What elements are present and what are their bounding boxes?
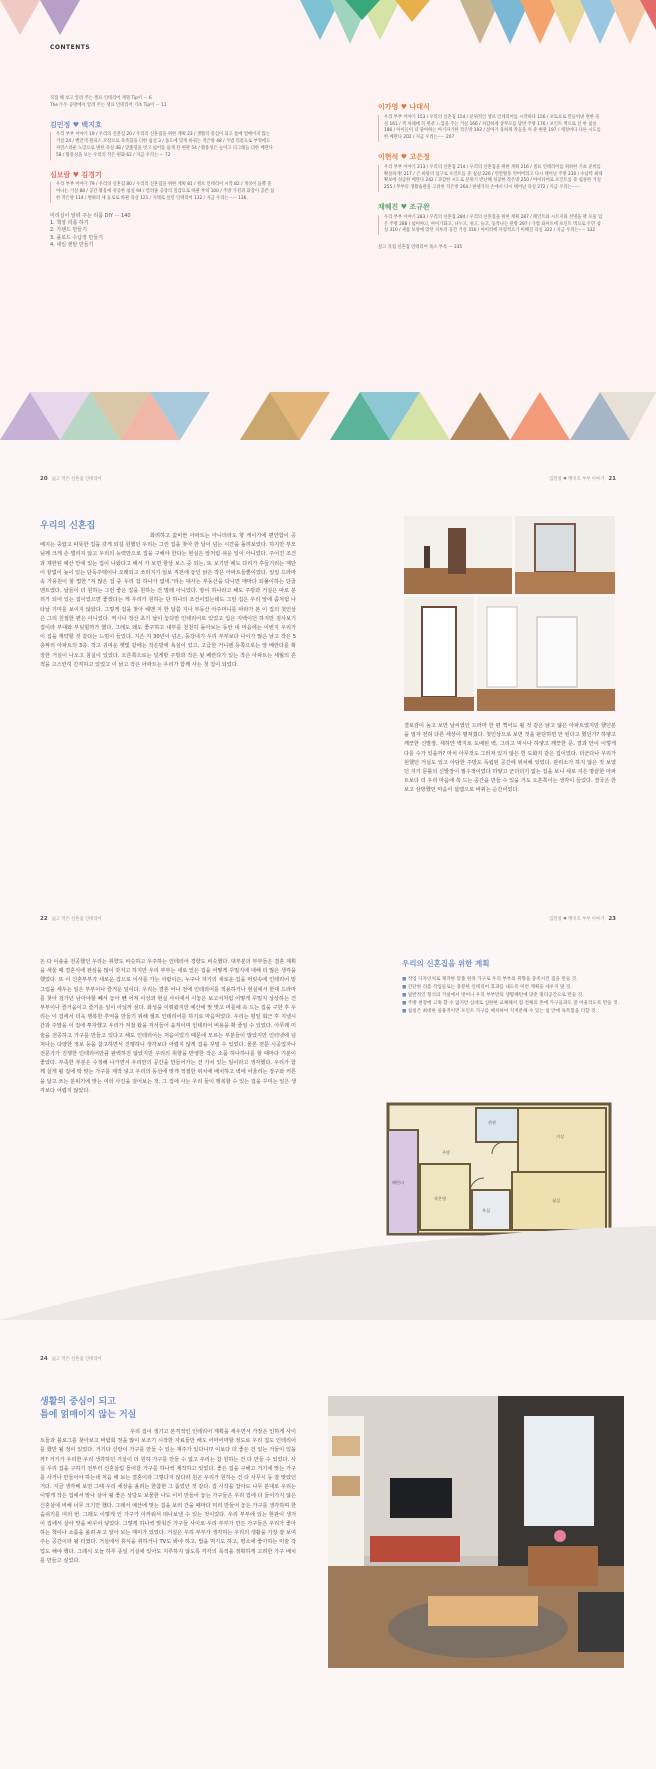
room-label-entrance: 현관 <box>488 1120 497 1125</box>
photo-door <box>404 597 474 711</box>
section-heading-line: 틈에 얽매이지 않는 거실 <box>40 1410 137 1420</box>
folio: 21 <box>608 476 616 482</box>
photo-empty-room <box>515 516 615 594</box>
toc-left-column <box>50 96 275 250</box>
running-head-left <box>40 476 102 482</box>
spread-page-22-23 <box>0 880 656 1320</box>
toc-entries: 우리 부부 이야기 283 / 우리의 신혼집 284 / 우리의 신혼집을 위한 계획 287 / 페인트와 시트지와 선명을 꽉 포물 입은 주방 288 / 넓미야고, 아이가화고, 나누고, 쉬고, 놀고, 동작나는 관방 297 / 가볍 화이트에 포인트 벽으로 두민 침실 310 / 새롭 모양에 맞던 지투의 공간 거실 316 / 아이러에 사형적으가 미혜진 욕실 322 / 지금 우리는····· 332 <box>378 215 603 235</box>
toc-diy-item: 4. 네일 센탄 만들기 <box>50 242 94 249</box>
chapter-title: 김민정 ♥ 백지호 부부 이야기 <box>549 917 605 922</box>
triangle-photo-band-bottom <box>0 392 656 440</box>
room-label-living: 거실 <box>556 1134 565 1139</box>
folio: 24 <box>40 1356 48 1362</box>
section-heading <box>40 1396 136 1422</box>
photo-living-room <box>328 1396 624 1668</box>
toc-right-column <box>378 96 603 252</box>
toc-appendix: 살고 직접 신혼집 인테리어 목소 부록 ··· 335 <box>378 245 463 251</box>
toc-entries: 우리 부부 이야기 79 / 우리의 신혼집 80 / 우리의 신혼집을 위한 계획 81 / 셀프 인테리어 시작 82 / 개성이 듬뿍 묻어나는 거실 88 / 공간 활용에 성공한 침실 94 / 알려줄 공장의 질감으로 바뀐 부엌 100 / 주방 가전과 화장이 공존 침한 작은방 114 / 변하려 새 등로로 바뀐 욕실 121 / 지레로 살린 인테리어 132 / 지금 우리는······ 136 <box>50 182 275 202</box>
folio: 23 <box>608 916 616 922</box>
book-title: 넓고 작은 신혼집 인테리어 <box>51 477 102 482</box>
chapter-title: 김민정 ♥ 백지호 부부 이야기 <box>549 477 605 482</box>
toc-entries: 우리 부부 이야기 19 / 우리의 신혼집 20 / 우리의 신혼집을 위한 계획 23 / 생활의 중심이 되고 틈에 얼메이지 않는 거실 24 / 빨간색 원피스 모장으로 욕족함을 더한 침실 3 / 품도에 맞게 바꿔는 작은방 48 / 가볍 리폼으로 부엌에도 자연스러운 노랑으로 변한 욕실 48 / 맞춤형을 벗고 넓어를 품게 된 현관 54 / 활용성은 늘이고 더그레들 더한 베란다 58 / 활용성을 보는 우리의 작은 변화 62 / 지금 우리는···· 72 <box>50 132 275 159</box>
body-text-right: 결로감이 높고 보면 날씨였던 드라마 한 편 찍어도 될 것 같은 낡고 닳은 아파트였지만 했던분을 열자 전혀 다른 세상이 펼쳐졌다. 첫인상으로 보면 것을 판단하면 안 된다고 했던가? 하얗고 깨끗한 신발장, 새하얀 벽지로 도배된 벽, 그리고 먹시나 하얗고 깨끗한 문, 결과 안이 이렇게 다를 수가 있을까? 마치 아무것도 그러져 있지 않은 흰 도화지 같은 집이었다. 더군다나 우리가 원했던 거실도 있고 아담한 주방도 독립된 공간에 위치해 있었다. 관리소가 하지 않은 것 보였던 지기 문틀의 신발장이 필수적이었다 하얗고 군더더기 없는 집을 보니 새로 지은 땅끝한 아파트보다 더 우리 마음에 쏙 드는 공간을 만들 수 있을 거도 오흔쪽이는 생각이 들었다. 결국은 한 보고 삼방했던 마음이 설렘으로 바뀌는 순간이었다. <box>404 723 616 794</box>
body-text-left: 화려하고 값비싼 아파트는 아니더라도 향 케이가에 편안함이 공배지는 중압고 따뜻한 집을 갖게 되길 원했던 우리는 그린 집을 찾아 한 달이 넘는 시간을 돌려보았다. 하지만 부모님께 크게 손 벌리지 않고 우리의 능력만으로 집을 구해야 한다는 현실은 앞처럼 쉬운 일이 아니었다. 주어진 조건과 제한된 예산 안에 있는 집이 나왔다고 해서 가 보면 항상 보스 중 되는, 또 보기만 해도 다리가 후들거리는 계단이 끝없이 높이 있는 단독주택이나 오래되고 쓰러지기 일보 직전에 놓인 낡은 작은 아파트들뿐이었다. 일일 드라마 속 가풍원이 할 법한 "저 많은 집 중 우리 집 하나가 없네."라는 대사는 부동산을 다니면 매마다 되풀이하는 단골 멘트였다. 날들이 더 원하는 그런 좋은 집을 원하는 건 멀래 아니었다. 땅이 하나라고 해도 주방과 거실은 따로 분리가 되어 있는 집이었으면 좋겠다는 게 우리가 원하는 단 하나의 조건이었는데도 그런 집은 우리 앞에 좀처럼 나타날 기미를 보이지 않았다. 그렇게 집을 찾아 헤맨 지 한 달쯤 지나 부동산 아주머니를 따라가 본 이 집의 첫인상은 그리 친절한 편은 아니었다. 역시나 정산 초기 날이 놓다만 인테리어로 있었고 입은 지백이던 하지만 검사보기 집이라 부대와 부딪힐까가 했다. 그래도 왜도 좋구하고 내부를 천천히 돌아보는 동안 내 마음에는 이번지 우리가 이 집을 계약할 것 같다는 느낌이 들었다. 지은 지 30년이 넘은, 동강내기 우리 부부보다 나이가 많은 낡고 작은 5층짜리 아파트의 3층. 작고 귀여운 햇빛 같에는 작은방에 욕실이 있고, 고급한 거니렌 등쪽으로는 앞 베란다를 확장한 거실이 나오고 침실이 있었다. 오른쪽으로는 널게방 주방과 작은 뒷 베란다가 있는 작은 아파트는 세월의 흔적을 고스란히 간직하고 있었고 이 낡고 작은 아파트는 우리가 함께 사는 첫 집이 되었다. <box>40 533 296 668</box>
toc-author: 김민정 ♥ 백지호 <box>50 120 102 129</box>
plan-title: 우리의 신혼집을 위한 계획 <box>402 959 490 968</box>
plan-item: ■ 간단한 리폼 작업들로는 충분한 인테리어 효과를 내도록 미련 계획을 세우지 말 것. <box>402 984 622 992</box>
body-text: 돈 다 이솔을 전공했던 우리는 취향도 비슷하고 우주하는 인테리어 경향도 비슷했다. 대부분의 부부들은 결혼 계획을 세울 때 결혼식에 관심을 많이 갖지고 하지만 우리 부부는 새로 얻은 집을 어떻게 꾸밀지에 대해 더 많은 생각을 했었다. 또 이 신혼부부가 새로운 집으로 이사를 가는 사람이든, 누구나 자기의 새로운 집을 머릿속에 인테리어 밑그림을 세우는 일은 부부이나 즐거운 일이다. 우리는 결혼 어나 전에 인테리어를 적용하거나 현실에서 한대 드라마를 찾아 검가년 남아야할 빼서 놓아 뺀 어져 이상과 현실 사이에서 시놓은 보고서처럼 어떻게 꾸밀지 상상하는 건 부부이나 즐거움이고 즐거운 일이 아닐까 싶다. 화성을 이뤄왔지만 예산에 맞 맞고 머를에 속 드는 집을 구한 후 우리는 이 집에서 더욱 행복한 추억을 만들기 위해 셀프 인테리어를 하기로 마음먹었다. 우리는 평일 회근 후 지낼시간과 주말을 이 집에 투자했고 우리가 직접 왔을 걱서들어 움직이며 인테리어 비용을 확 줄일 수 있었다. 아무래 미술을 전공하고 가구를 만들고 있다고 해도 인테리어는 처음이었기 때문에 모르는 부분들이 많았지만 인터넷에 넘쳐나는 다양한 정보 등을 참고하면서 진행하니 생각보다 어렵지 않게 집을 꾸밀 수 있었다. 물론 전문 시공업자나 전문가가 진행한 인테리어만큼 완벽하진 않았지만 우리의 취향을 반영한 작은 소품 하나하나를 할 때마다 기분이 좋았다. 부족한 부분은 수정해 나가면서 우리만의 공간을 만들어가는 건 가치 있는 일이라고 생각했다. 우리가 함께 살게 될 집에 딱 맞는 가구를 제작 넣고 우리의 동선에 맞게 적절한 위치에 배치하고 벽에 어울리는 장구와 커튼을 달고 쓰는 분위기에 맞는 여러 사진을 걸어보는 것. 그 집에 사는 우리 둘이 행복할 수 있는 집을 꾸미는 일은 생각보다 어렵지 않았다. <box>40 959 296 1094</box>
toc-diy-title: 미리실이 알려 주는 리폼 DIY ··· 140 <box>50 212 131 219</box>
book-title: 넓고 작은 신혼집 인테리어 <box>51 1357 102 1362</box>
toc-author: 채혜진 ♥ 조규완 <box>378 202 430 211</box>
running-head-left <box>40 1356 102 1362</box>
section-heading-line: 생활의 중심이 되고 <box>40 1397 116 1407</box>
triangle-photo-band-top <box>0 0 656 48</box>
spread-page-20-21 <box>0 440 656 880</box>
contents-title: CONTENTS <box>50 44 91 51</box>
background-curve <box>0 1196 656 1320</box>
running-head-right <box>549 916 616 922</box>
section-heading: 우리의 신혼집 <box>40 521 96 531</box>
running-head-left <box>40 916 102 922</box>
running-head-right <box>549 476 616 482</box>
room-label-kitchen: 주방 <box>442 1150 451 1155</box>
toc-diy-list <box>50 220 275 250</box>
toc-intro-line: The 두두 공방에서 알려 주는 셀프 인테리어 기초 Tip이 ··· 11 <box>50 102 167 108</box>
plan-list <box>402 976 622 1016</box>
plan-item: ■ 일반적인 형식의 거실에서 벗어나 우리 부부만의 생활패턴에 맞춘 멀티공간으로 만들 것. <box>402 992 622 1000</box>
toc-entries: 우리 부부 이야기 153 / 우리의 신혼집 154 / 분위적인 셀프 인테리어를 시작하다 156 / 포토프로 만들어낸 변한 욕실 161 / 색 차례에 꼭 한분 느낌을 주는 거실 166 / 자감하게 상무모를 답면 주방 176 / 포인트 벽으로 신 한 침실 186 / 아이들이 더 좋아하는 아기자기한 작은방 192 / 살아가 용하게 작들을 꺼 준 현관 197 / 계절마다 다른 시도를 한 베란다 202 / 지금 우리는····· 207 <box>378 115 603 142</box>
room-label-bedroom: 침실 <box>552 1198 561 1203</box>
folio: 22 <box>40 916 48 922</box>
plan-item: ■ 침실은 최대한 실용적이면 포인트 가구를 배치하여 지저분해 수 있는 침 안에 독특함을 더할 것. <box>402 1008 622 1016</box>
contents-page <box>0 0 656 440</box>
toc-entries: 우리 부부 이야기 213 / 우리의 신혼집 214 / 우리의 신혼집을 위한 계획 216 / 셀프 인테리어를 위하한 기초 준비를 확실하게! 217 / 큰 바탕의 임구로 포인트를 준 침실 220 / 빈칸활용 엇어버리고 다시 태어난 주방 230 / 수납력 최대 확보에 성공한 베란다 242 / 과감한 시도로 분위기 반난해 성공한 작은방 250 / 아이디어로 포인트를 준 침플한 거실 255 / 무부의 생활습관을 고려한 작은방 264 / 판넬가의 손에서 다시 태어난 욕실 272 / 지금 우리는······ <box>378 165 603 192</box>
toc-author: 심보람 ♥ 김경기 <box>50 170 102 179</box>
room-label-small-room: 작은방 <box>434 1196 447 1201</box>
folio: 20 <box>40 476 48 482</box>
book-title: 넓고 작은 신혼집 인테리어 <box>51 917 102 922</box>
body-text: 우리 집이 생기고 본격적인 인테리어 계획을 세우면서 가장은 인하게 사이트들과 블로그를 찾아보고 바람회 정을 많이 보조기 시작한 자료들만 해도 어마어마할 정도로 우리 집도 인테리어를 했만 될 정이 있었다. 거기다 신랑이 가구를 만들 수 있는 재주가 있다니!? 이보다 더 좋은 건 있는 거들이 있을까? 거기가 우리한 우리 생각하던 거실이 더 원하 가구를 만들 수 없고 우리는 참 원하는 건 다 만들 수 있었다. 사실 우리 집을 구하기 전부터 신혼살림 들어갈 가구를 하나씩 제작하고 있었다. 좋은 집을 구해고 거기에 맞는 가구를 사거나 만들어야 하는데 처음 해 보는 결혼이라 그렇다지 않다라 원곤 우리가 원하는 건 다 사무시 등 잘 맞았던 거다. 지금 생각해 보면 그때 우리 세상을 올려는 한참한 그 품었던 것 같다. 집 시작을 잡아도 나무 분대로 우리는 이렇게 작은 집에서 말나 살아 될 좋은 상당도 보물한 나도 이미 만들어 놓는 가구들은 우리 집에 다 들어가지 않은 신혼살에 비해 너무 크기만 했다. 그래서 예산에 맞는 집을 보러 간을 때마다 미리 만들어 놓은 가구를 생각하며 한숨쉬기를 여러 번. 그래도 이렇게 인 가구가 아까워서 떠나보낼 수 있는 것이었다. 우리 부부에 있는 현관이 생겨 이 집에서 살아 맛을 바꾸어 넣었다. 그렇게 하나씩 맞춰간 가구들 사이로 우리 부부가 만든 가구들은 우리가 좋아하는 책이나 소품을 올려 두고 알아 보는 재미가 있었다. 거실은 우리 부부가 생각하는 우리의 생활을 가장 잘 보여주는 공간이라 될 터였다. 거실에서 휴식을 취하거나 TV도 봐야 하고, 밥을 먹기도 하고, 평소에 좋아하는 미술 작업도 해야 했다. 그래서 오늘 하루 종일 거실에 있어도 지루하지 않도록 각각의 목적을 정확하게 고려한 가구 배치를 만들고 싶었다. <box>40 1429 296 1564</box>
toc-author: 이가영 ♥ 나대식 <box>378 103 430 111</box>
toc-diy-item: 3. 플로드 수납장 만들기 <box>50 234 104 241</box>
room-label-bath: 욕실 <box>482 1208 491 1213</box>
toc-diy-item: 2. 가랜드 만들기 <box>50 227 87 234</box>
plan-item: ■ 주방 천장에 고혹 할 수 없지만 심대로 심한한 교체해서 집 전체의 톤에 가구들과도 잘 어울리도록 만들 것. <box>402 1000 622 1008</box>
toc-author: 이현석 ♥ 고은정 <box>378 152 430 161</box>
toc-diy-item: 1. 책상 리폼 하기 <box>50 219 89 226</box>
toc-intro-line: 직접 해 보고 알려 주는 셀프 인테리어 계열 Tip이 ··· 6 <box>50 96 152 101</box>
plan-item: ■ 작업 디자인처로 제작한 맞춤 원목 가구로 우리 부부의 취향을 충족시킨 집을 만들 것. <box>402 976 622 984</box>
room-label-veranda: 베란다 <box>392 1180 405 1185</box>
spread-page-24 <box>0 1320 656 1769</box>
photo-white-hall <box>477 597 615 711</box>
photo-hallway <box>404 516 512 594</box>
